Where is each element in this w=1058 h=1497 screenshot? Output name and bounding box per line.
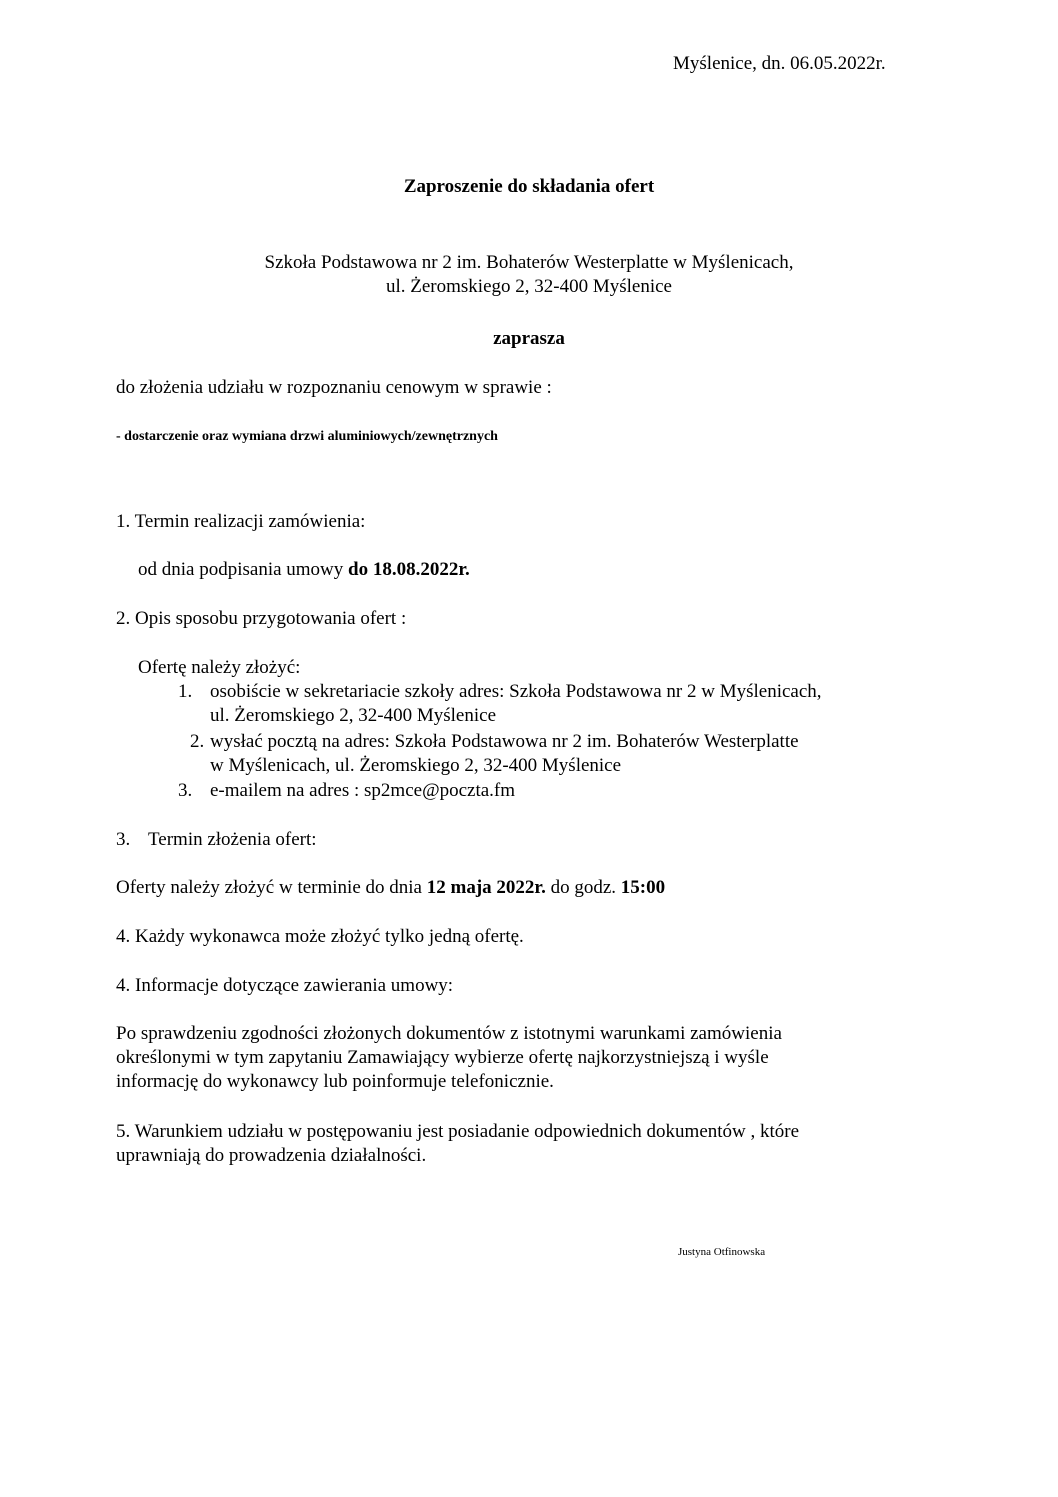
section-3-number: 3. — [116, 829, 131, 850]
list-item-number: 1. — [178, 681, 193, 702]
institution-line-2: ul. Żeromskiego 2, 32-400 Myślenice — [385, 276, 672, 297]
section-4a-text: 4. Każdy wykonawca może złożyć tylko jedną ofertę. — [116, 926, 524, 947]
section-5-line-1: 5. Warunkiem udziału w postępowaniu jest posiadanie odpowiednich dokumentów , które — [116, 1121, 800, 1142]
section-4b-heading: 4. Informacje dotyczące zawierania umowy: — [116, 975, 454, 996]
list-item-number: 3. — [178, 780, 193, 801]
section-2-heading: 2. Opis sposobu przygotowania ofert : — [116, 608, 407, 629]
institution-line-1: Szkoła Podstawowa nr 2 im. Bohaterów Westerplatte w Myślenicach, — [264, 252, 794, 273]
list-item-number: 2. — [190, 731, 205, 752]
paragraph-line: informację do wykonawcy lub poinformuje telefonicznie. — [116, 1071, 554, 1092]
signature-name: Justyna Otfinowska — [678, 1246, 766, 1258]
list-item-line-2: ul. Żeromskiego 2, 32-400 Myślenice — [210, 705, 497, 726]
email-line: e-mailem na adres : sp2mce@poczta.fm — [210, 780, 516, 801]
paragraph-line: określonymi w tym zapytaniu Zamawiający wybierze ofertę najkorzystniejszą i wyśle — [116, 1047, 769, 1068]
date-line: Myślenice, dn. 06.05.2022r. — [673, 53, 886, 74]
paragraph-line: Po sprawdzeniu zgodności złożonych dokumentów z istotnymi warunkami zamówienia — [116, 1023, 782, 1044]
section-5-line-2: uprawniają do prowadzenia działalności. — [116, 1145, 427, 1166]
list-item-line-1: wysłać pocztą na adres: Szkoła Podstawowa nr 2 im. Bohaterów Westerplatte — [210, 731, 799, 752]
subject-text: - dostarczenie oraz wymiana drzwi aluminiowych/zewnętrznych — [116, 429, 498, 444]
deadline-text: Oferty należy złożyć w terminie do dnia 12 maja 2022r. do godz. 15:00 — [116, 877, 666, 898]
list-item-line-1: osobiście w sekretariacie szkoły adres: Szkoła Podstawowa nr 2 w Myślenicach, — [210, 681, 822, 702]
section-1-text: od dnia podpisania umowy do 18.08.2022r. — [138, 559, 470, 580]
list-item-line-2: w Myślenicach, ul. Żeromskiego 2, 32-400 Myślenice — [210, 755, 622, 776]
section-1-heading: 1. Termin realizacji zamówienia: — [116, 511, 366, 532]
document-title: Zaproszenie do składania ofert — [403, 176, 655, 197]
section-2-lead: Ofertę należy złożyć: — [138, 657, 301, 678]
intro-text: do złożenia udziału w rozpoznaniu cenowym w sprawie : — [116, 377, 552, 398]
section-3-heading: Termin złożenia ofert: — [148, 829, 317, 850]
invites-label: zaprasza — [493, 328, 565, 349]
